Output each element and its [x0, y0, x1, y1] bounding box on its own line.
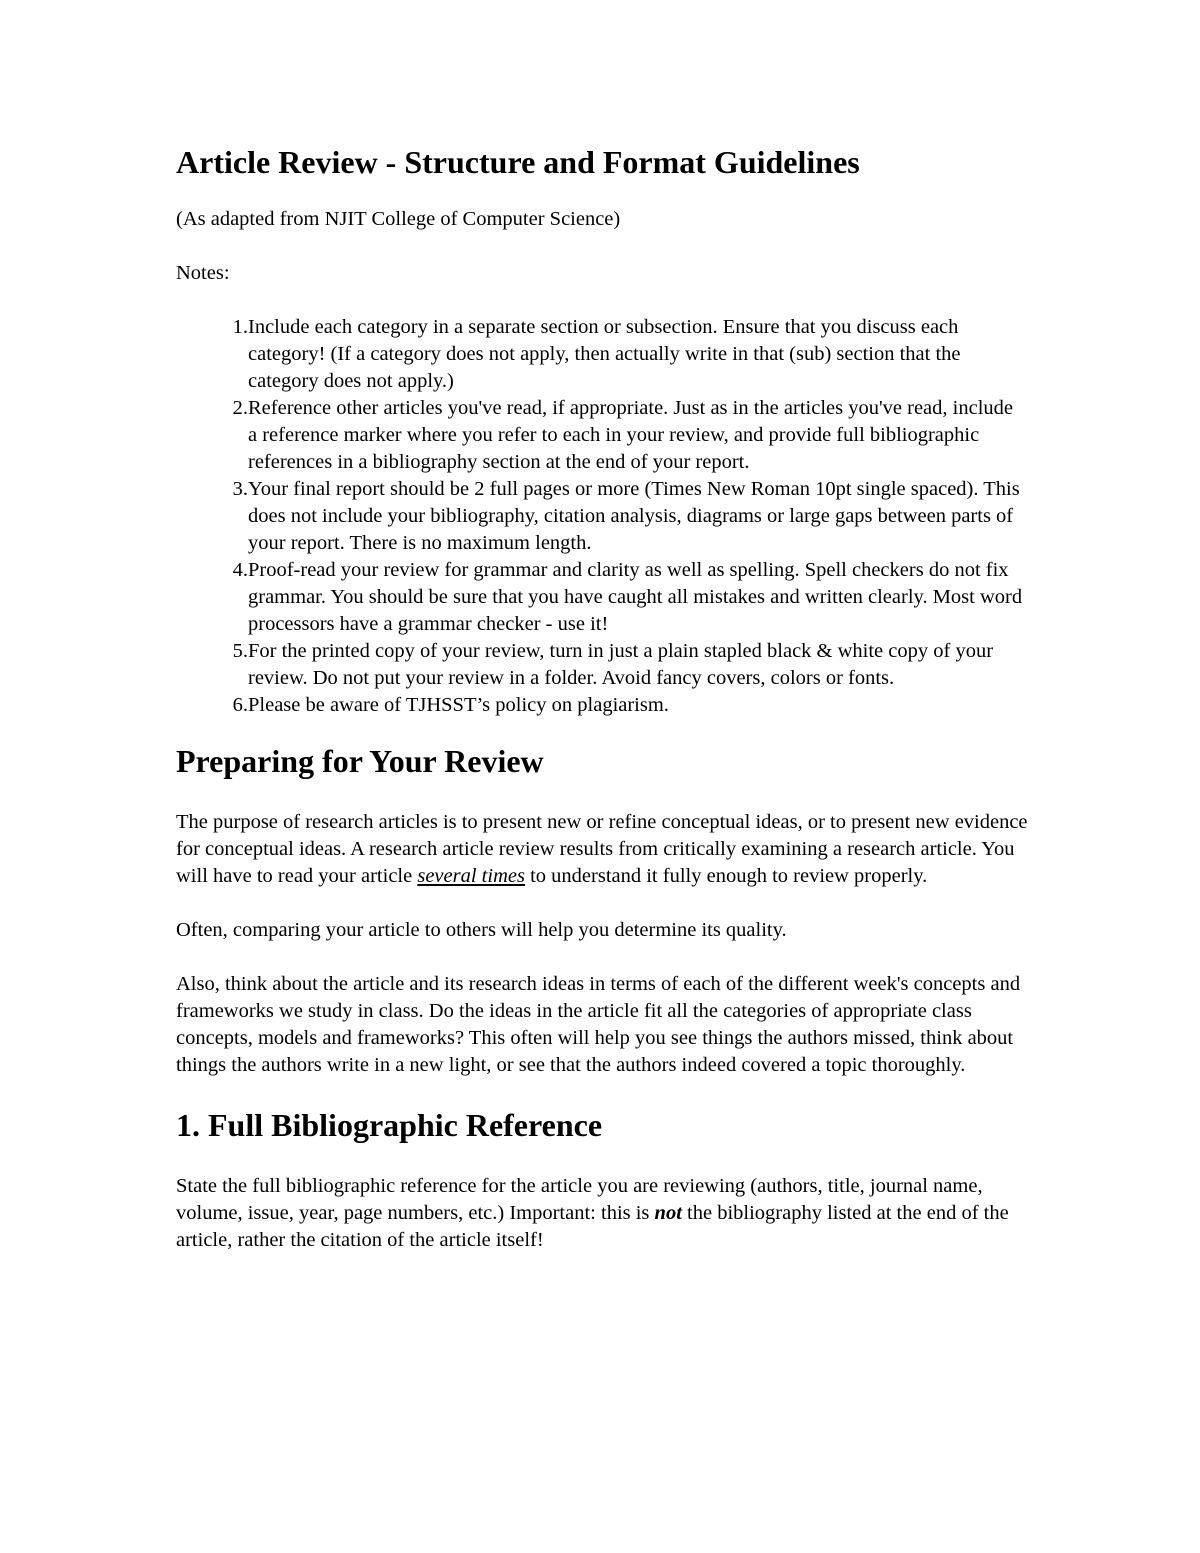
list-item-number: 3. [232, 478, 248, 500]
list-item [176, 557, 1036, 638]
list-item-number: 1. [232, 316, 248, 338]
list-item [176, 476, 1036, 557]
list-item-number: 2. [232, 397, 248, 419]
list-item [176, 395, 1036, 476]
emphasis-not: not [654, 1202, 682, 1224]
section-heading-bibliographic: 1. Full Bibliographic Reference [176, 1107, 603, 1143]
notes-label: Notes: [176, 262, 230, 284]
document-subtitle: (As adapted from NJIT College of Computer Science) [176, 208, 621, 230]
list-item-text: For the printed copy of your review, turn in just a plain stapled black & white copy of your review. Do not put your review in a folder. Avoid fancy covers, colors or fonts. [248, 640, 994, 689]
preparing-paragraph-1-start: The purpose of research articles is to present new or refine conceptual ideas, or to present new evidence for conceptual ideas. A research article review results from critically examining a research article. You will have to read your article [176, 811, 1028, 887]
list-item-text: Include each category in a separate section or subsection. Ensure that you discuss each category! (If a category does not apply, then actually write in that (sub) section that the category does not apply.) [248, 316, 961, 392]
list-item [176, 638, 1036, 692]
preparing-paragraph-2: Often, comparing your article to others will help you determine its quality. [176, 919, 787, 941]
bibliographic-paragraph-end: the bibliography listed at the end of the article, rather the citation of the article itself! [176, 1202, 1009, 1251]
list-item [176, 692, 1036, 719]
list-item-text: Proof-read your review for grammar and clarity as well as spelling. Spell checkers do not fix grammar. You should be sure that you have caught all mistakes and written clearly. Most word processors have a grammar checker - use it! [248, 559, 1023, 635]
section-heading-preparing: Preparing for Your Review [176, 743, 544, 779]
notes-list [176, 314, 1036, 719]
preparing-paragraph-3: Also, think about the article and its research ideas in terms of each of the different week's concepts and frameworks we study in class. Do the ideas in the article fit all the categories of appropriate class concepts, models and frameworks? This often will help you see things the authors missed, think about things the authors write in a new light, or see that the authors indeed covered a topic thoroughly. [176, 973, 1021, 1076]
bibliographic-paragraph-start: State the full bibliographic reference for the article you are reviewing (authors, title, journal name, volume, issue, year, page numbers, etc.) Important: this is [176, 1175, 983, 1224]
emphasis-several-times: several times [417, 865, 525, 887]
list-item-text: Your final report should be 2 full pages or more (Times New Roman 10pt single spaced). This does not include your bibliography, citation analysis, diagrams or large gaps between parts of your report. There is no maximum length. [248, 478, 1020, 554]
list-item-text: Reference other articles you've read, if appropriate. Just as in the articles you've read, include a reference marker where you refer to each in your review, and provide full bibliographic references in a bibliography section at the end of your report. [248, 397, 1013, 473]
document-page [176, 136, 1036, 1254]
list-item-number: 5. [232, 640, 248, 662]
list-item-number: 6. [232, 694, 248, 716]
list-item-number: 4. [232, 559, 248, 581]
bibliographic-paragraph [176, 1173, 1036, 1254]
list-item-text: Please be aware of TJHSST’s policy on plagiarism. [248, 694, 669, 716]
preparing-paragraph-1 [176, 809, 1036, 890]
preparing-paragraph-1-end: to understand it fully enough to review properly. [524, 865, 928, 887]
list-item [176, 314, 1036, 395]
document-title: Article Review - Structure and Format Guidelines [176, 144, 860, 180]
